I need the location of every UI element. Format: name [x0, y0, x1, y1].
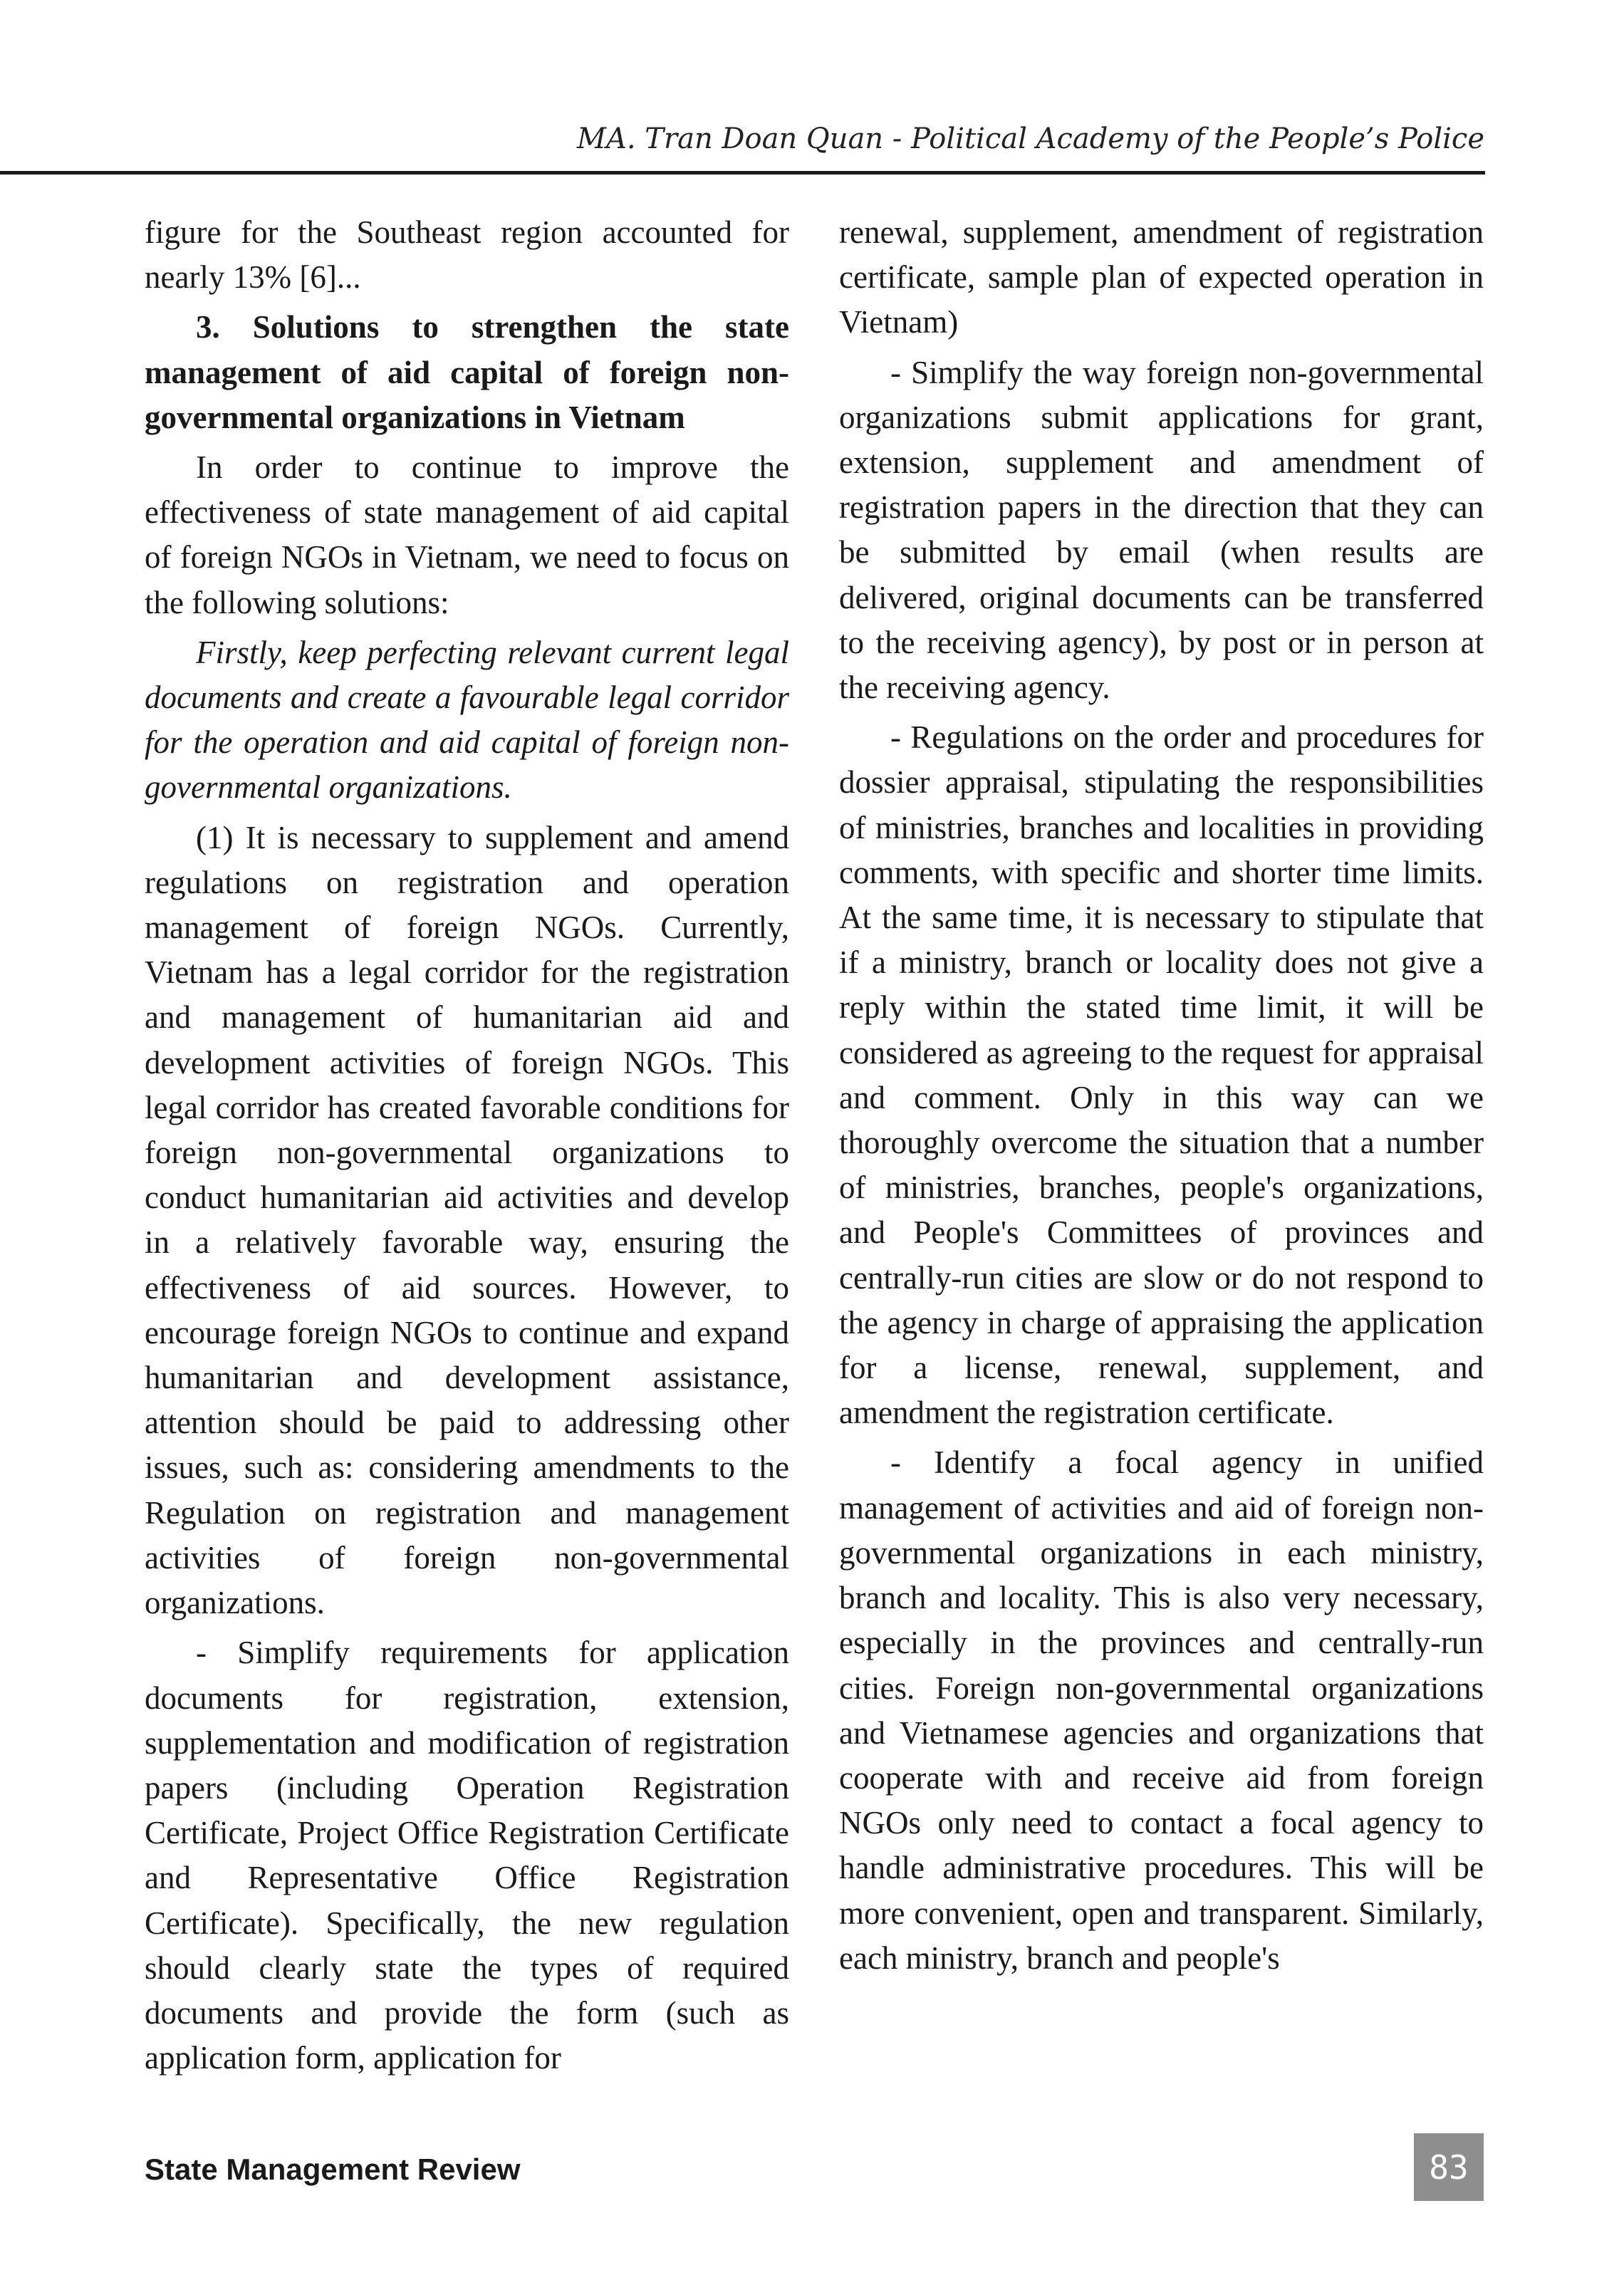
journal-name: State Management Review [145, 2153, 521, 2186]
header-rule [0, 171, 1485, 175]
paragraph-continuation: figure for the Southeast region accounted for nearly 13% [6]... [145, 214, 789, 296]
right-column [839, 210, 1484, 1986]
section-heading: 3. Solutions to strengthen the state management of aid capital of foreign non-governmental organizations in Vietnam [145, 309, 789, 435]
paragraph-point-1: (1) It is necessary to supplement and amend regulations on registration and operation management of foreign NGOs. Currently, Vietnam has a legal corridor for the registration and management of humanitarian aid and development activities of foreign NGOs. This legal corridor has created favorable conditions for foreign non-governmental organizations to conduct humanitarian aid activities and develop in a relatively favorable way, ensuring the effectiveness of aid sources. However, to encourage foreign NGOs to continue and expand humanitarian and development assistance, attention should be paid to addressing other issues, such as: considering amendments to the Regulation on registration and management activities of foreign non-governmental organizations. [145, 819, 789, 1621]
paragraph-focal-agency: - Identify a focal agency in unified management of activities and aid of foreign non-governmental organizations in each ministry, branch and locality. This is also very necessary, especially in the provinces and centrally-run cities. Foreign non-governmental organizations and Vietnamese agencies and organizations that cooperate with and receive aid from foreign NGOs only need to contact a focal agency to handle administrative procedures. This will be more convenient, open and transparent. Similarly, each ministry, branch and people's [839, 1444, 1484, 1976]
page-number: 83 [1414, 2133, 1484, 2201]
paragraph-continuation-right: renewal, supplement, amendment of registration certificate, sample plan of expected operation in Vietnam) [839, 214, 1484, 340]
running-header: MA. Tran Doan Quan - Political Academy of the People’s Police [577, 123, 1484, 155]
paragraph-simplify-submission: - Simplify the way foreign non-governmental organizations submit applications for grant, extension, supplement and amendment of registration papers in the direction that they can be submitted by email (when results are delivered, original documents can be transferred to the receiving agency), by post or in person at the receiving agency. [839, 354, 1484, 706]
paragraph-dossier-appraisal: - Regulations on the order and procedures for dossier appraisal, stipulating the responsibilities of ministries, branches and localities in providing comments, with specific and shorter time limits. At the same time, it is necessary to stipulate that if a ministry, branch or locality does not give a reply within the stated time limit, it will be considered as agreeing to the request for appraisal and comment. Only in this way can we thoroughly overcome the situation that a number of ministries, branches, people's organizations, and People's Committees of provinces and centrally-run cities are slow or do not respond to the agency in charge of appraising the application for a license, renewal, supplement, and amendment the registration certificate. [839, 719, 1484, 1431]
left-column [145, 210, 789, 2086]
paragraph-simplify-requirements: - Simplify requirements for application documents for registration, extension, supplementation and modification of registration papers (including Operation Registration Certificate, Project Office Registration Certificate and Representative Office Registration Certificate). Specifically, the new regulation should clearly state the types of required documents and provide the form (such as application form, application for [145, 1635, 789, 2076]
paragraph-intro: In order to continue to improve the effectiveness of state management of aid capital of foreign NGOs in Vietnam, we need to focus on the following solutions: [145, 449, 789, 620]
paragraph-firstly: Firstly, keep perfecting relevant current legal documents and create a favourable legal corridor for the operation and aid capital of foreign non-governmental organizations. [145, 634, 789, 806]
